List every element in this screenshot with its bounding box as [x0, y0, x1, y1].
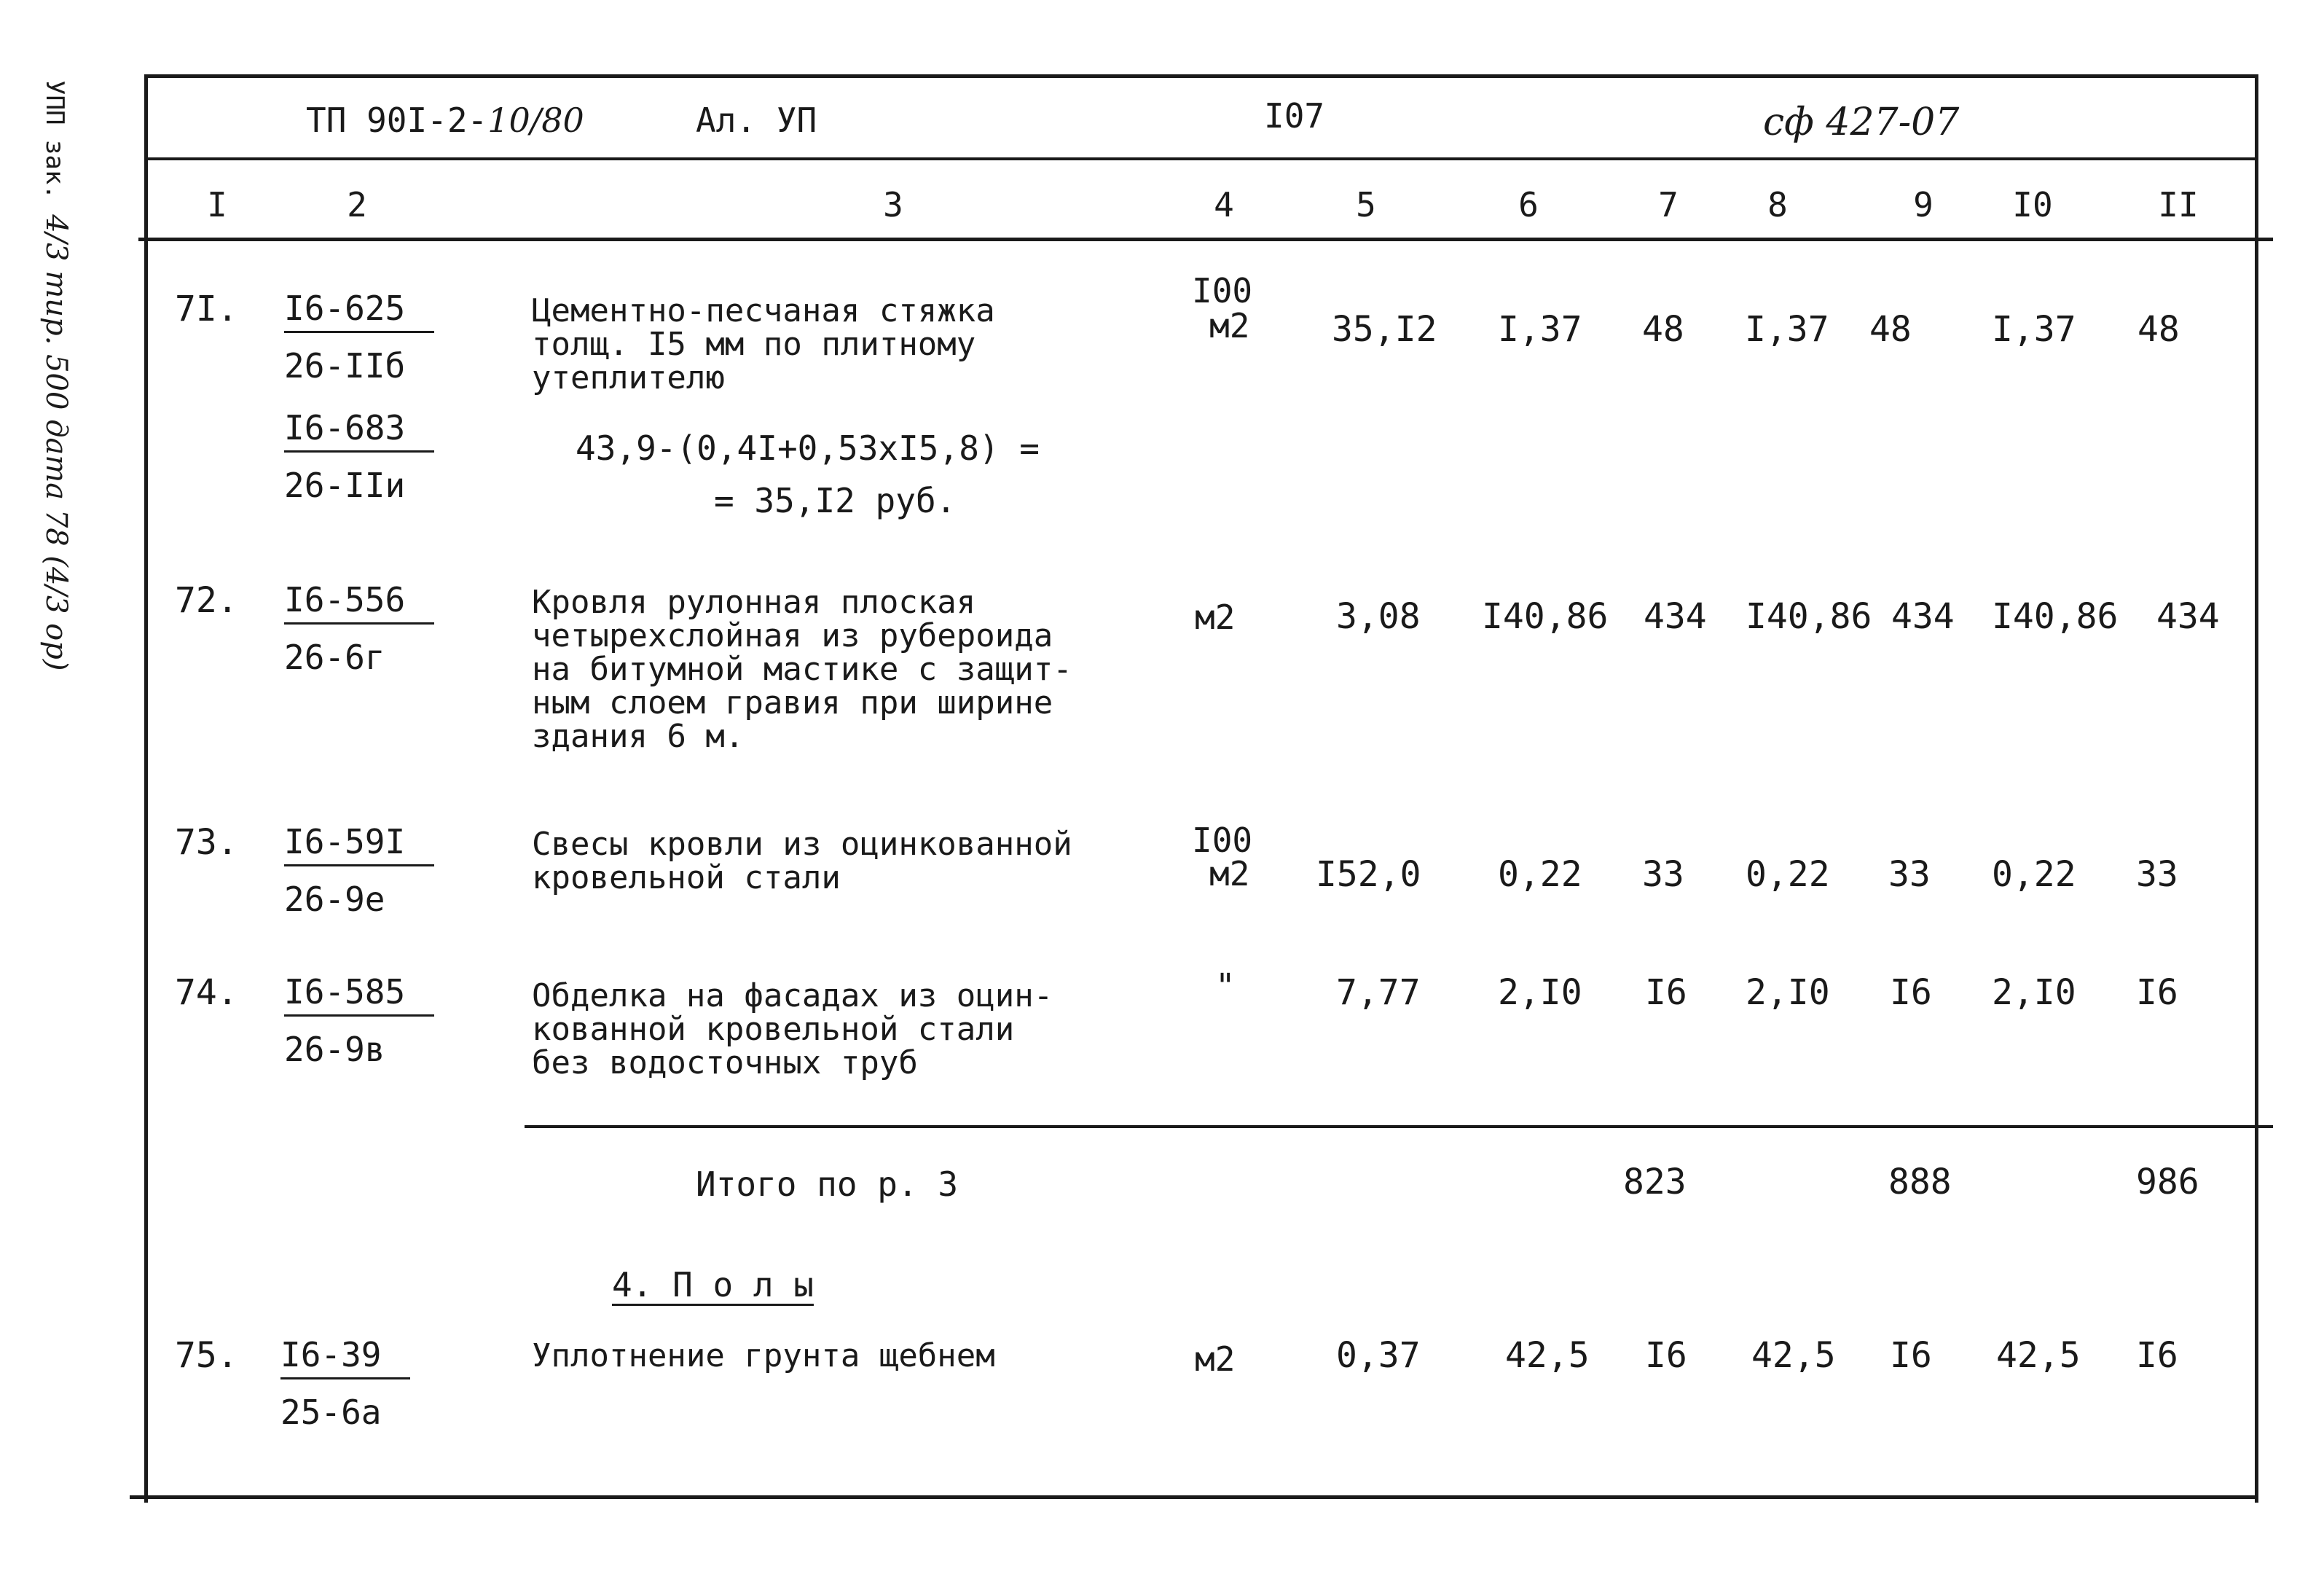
- row-74-col-6: 2,I0: [1498, 972, 1582, 1013]
- row-74-unit: ": [1215, 966, 1236, 1006]
- row-71-code-1: [284, 289, 434, 385]
- row-74-col-9: I6: [1890, 972, 1932, 1013]
- row-75-code-1-top: I6-39: [280, 1335, 410, 1379]
- row-74-col-7: I6: [1645, 972, 1687, 1013]
- row-71-col-11: 48: [2137, 309, 2180, 350]
- row-75-col-6: 42,5: [1505, 1335, 1590, 1376]
- row-74-code-1: [284, 972, 434, 1069]
- row-73-unit-bottom: м2: [1209, 854, 1250, 893]
- row-72-code-1-top: I6-556: [284, 580, 434, 625]
- row-73-number: 73.: [175, 822, 238, 863]
- project-number-handwritten: 10/80: [487, 101, 584, 140]
- total-col-7: 823: [1623, 1162, 1687, 1202]
- row-74-col-8: 2,I0: [1746, 972, 1830, 1013]
- column-number-10: I0: [2012, 185, 2053, 224]
- row-75-col-9: I6: [1890, 1335, 1932, 1376]
- row-71-description: Цементно-песчаная стяжка толщ. I5 мм по плитному утеплителю: [532, 292, 995, 396]
- total-divider-line: [525, 1125, 2273, 1128]
- row-75-col-7: I6: [1645, 1335, 1687, 1376]
- row-75-col-11: I6: [2136, 1335, 2178, 1376]
- row-71-unit-top: I00: [1192, 271, 1253, 310]
- row-72-col-9: 434: [1891, 596, 1955, 637]
- side-stamp-printed: УПП зак.: [40, 80, 69, 200]
- row-71-unit-bottom: м2: [1209, 306, 1250, 345]
- row-71-code-2-bottom: 26-IIи: [284, 466, 406, 505]
- row-73-description: Свесы кровли из оцинкованной кровельной стали: [532, 826, 1072, 896]
- row-74-code-1-bottom: 26-9в: [284, 1030, 385, 1069]
- row-74-col-11: I6: [2136, 972, 2178, 1013]
- row-73-col-9: 33: [1888, 854, 1931, 895]
- row-75-number: 75.: [175, 1335, 238, 1376]
- total-label: Итого по р. 3: [696, 1165, 959, 1204]
- column-number-1: I: [207, 185, 227, 224]
- row-71-calc-line-2: = 35,I2 руб.: [714, 481, 957, 520]
- total-col-9: 888: [1888, 1162, 1952, 1202]
- frame-top-line: [146, 74, 2258, 78]
- page-number: I07: [1264, 96, 1325, 136]
- column-number-5: 5: [1356, 185, 1376, 224]
- row-71-col-9: 48: [1869, 309, 1912, 350]
- row-73-code-1-bottom: 26-9е: [284, 880, 385, 919]
- row-75-col-10: 42,5: [1996, 1335, 2081, 1376]
- column-number-8: 8: [1767, 185, 1788, 224]
- row-74-description: Обделка на фасадах из оцин- кованной кровельной стали без водосточных труб: [532, 977, 1053, 1081]
- row-73-col-8: 0,22: [1746, 854, 1830, 895]
- row-73-col-11: 33: [2136, 854, 2178, 895]
- row-74-code-1-top: I6-585: [284, 972, 434, 1017]
- column-number-11: II: [2158, 185, 2199, 224]
- column-number-4: 4: [1214, 185, 1234, 224]
- row-75-code-1: [280, 1335, 410, 1432]
- column-number-9: 9: [1913, 185, 1934, 224]
- column-number-2: 2: [347, 185, 367, 224]
- column-header-divider-line: [138, 238, 2273, 241]
- column-number-3: 3: [883, 185, 903, 224]
- frame-bottom-line: [130, 1495, 2258, 1499]
- row-73-col-7: 33: [1642, 854, 1684, 895]
- row-71-code-1-top: I6-625: [284, 289, 434, 333]
- column-number-7: 7: [1658, 185, 1679, 224]
- row-74-col-10: 2,I0: [1992, 972, 2076, 1013]
- row-71-col-7: 48: [1642, 309, 1684, 350]
- row-71-number: 7I.: [175, 289, 238, 329]
- row-75-description: Уплотнение грунта щебнем: [532, 1337, 995, 1374]
- row-73-col-5: I52,0: [1316, 854, 1421, 895]
- row-72-col-10: I40,86: [1992, 596, 2119, 637]
- handwritten-code: сф 427-07: [1763, 101, 1960, 144]
- row-75-unit: м2: [1195, 1339, 1236, 1379]
- row-72-col-7: 434: [1644, 596, 1707, 637]
- row-72-col-6: I40,86: [1482, 596, 1609, 637]
- row-71-col-5: 35,I2: [1332, 309, 1437, 350]
- row-72-description: Кровля рулонная плоская четырехслойная из рубероида на битумной мастике с защит- ным слоем гравия при ширине здания 6 м.: [532, 584, 1072, 755]
- row-73-code-1: [284, 822, 434, 919]
- row-72-number: 72.: [175, 580, 238, 621]
- row-72-unit: м2: [1195, 598, 1236, 637]
- row-75-col-8: 42,5: [1751, 1335, 1836, 1376]
- row-72-col-11: 434: [2156, 596, 2220, 637]
- album-label: Ал. УП: [696, 101, 817, 140]
- row-71-col-8: I,37: [1745, 309, 1829, 350]
- frame-left-line: [144, 74, 148, 1503]
- row-71-col-10: I,37: [1992, 309, 2076, 350]
- total-col-11: 986: [2136, 1162, 2199, 1202]
- row-74-number: 74.: [175, 972, 238, 1013]
- row-71-code-1-bottom: 26-IIб: [284, 346, 406, 385]
- row-72-code-1-bottom: 26-6г: [284, 638, 385, 677]
- row-73-col-10: 0,22: [1992, 854, 2076, 895]
- row-72-col-5: 3,08: [1336, 596, 1421, 637]
- row-73-col-6: 0,22: [1498, 854, 1582, 895]
- header-divider-line: [146, 157, 2258, 160]
- project-number: ТП 90I-2-: [306, 101, 488, 140]
- column-number-6: 6: [1518, 185, 1539, 224]
- row-71-calc-line-1: 43,9-(0,4I+0,53xI5,8) =: [576, 428, 1040, 468]
- row-72-col-8: I40,86: [1746, 596, 1872, 637]
- document-header: [306, 101, 584, 140]
- row-71-code-2-top: I6-683: [284, 408, 434, 453]
- row-71-code-2: [284, 408, 434, 505]
- frame-right-line: [2255, 74, 2258, 1503]
- side-stamp: [39, 80, 73, 670]
- row-73-unit-top: I00: [1192, 821, 1253, 860]
- row-75-code-1-bottom: 25-6а: [280, 1393, 382, 1432]
- section-title: 4. П о л ы: [612, 1265, 814, 1304]
- row-74-col-5: 7,77: [1336, 972, 1421, 1013]
- row-73-code-1-top: I6-59I: [284, 822, 434, 866]
- row-72-code-1: [284, 580, 434, 677]
- row-71-col-6: I,37: [1498, 309, 1582, 350]
- row-75-col-5: 0,37: [1336, 1335, 1421, 1376]
- side-stamp-handwritten: 4/3 тир. 500 дата 78 (4/3 ор): [39, 214, 73, 671]
